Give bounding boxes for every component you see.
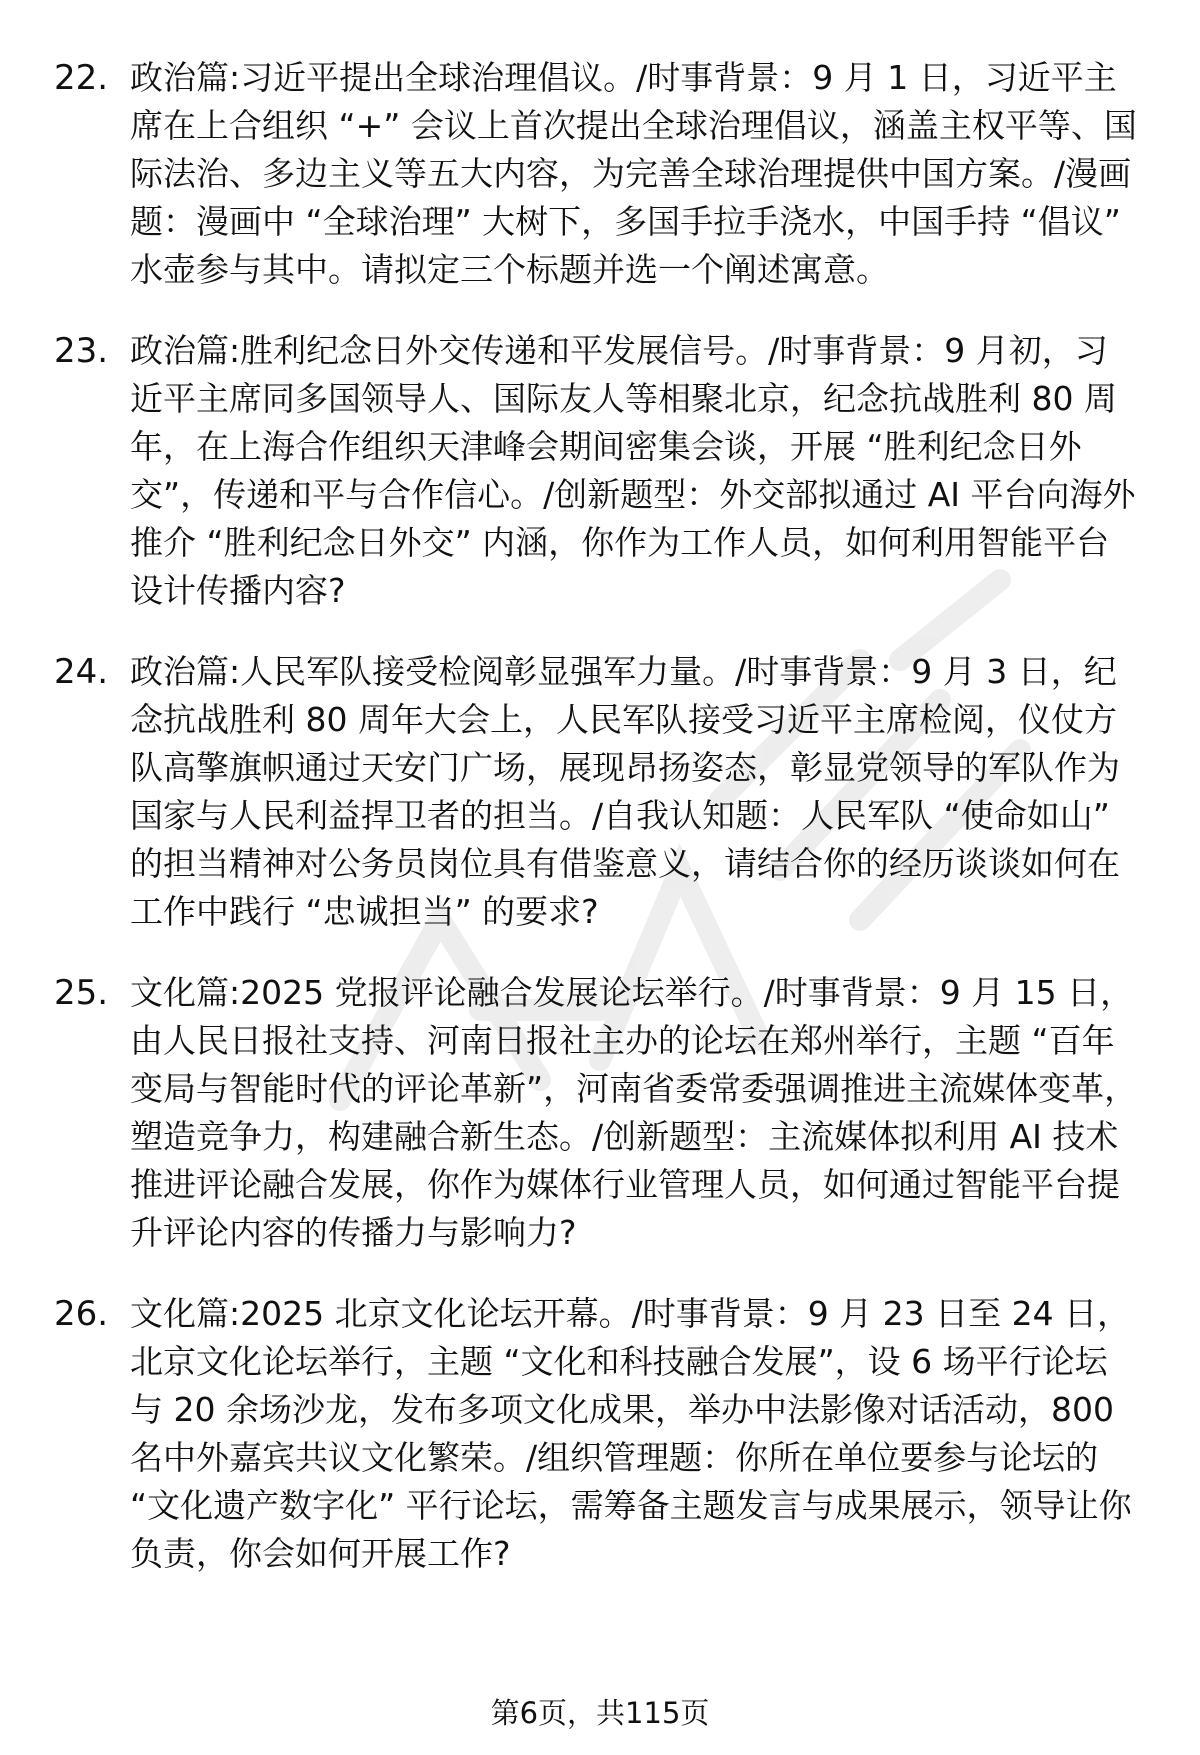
item-number: 22. (54, 58, 109, 98)
list-item (0, 327, 1200, 615)
item-number: 26. (54, 1294, 109, 1334)
item-text: 政治篇:胜利纪念日外交传递和平发展信号。/时事背景：9 月初，习近平主席同多国领导人、国际友人等相聚北京，纪念抗战胜利 80 周年，在上海合作组织天津峰会期间密集会谈，开展 “胜利纪念日外交”，传递和平与合作信心。/创新题型：外交部拟通过 AI 平台向海外推介 “胜利纪念日外交” 内涵，你作为工作人员，如何利用智能平台设计传播内容? (130, 331, 1136, 610)
list-item (0, 54, 1200, 294)
item-text: 政治篇:习近平提出全球治理倡议。/时事背景：9 月 1 日，习近平主席在上合组织 “+” 会议上首次提出全球治理倡议，涵盖主权平等、国际法治、多边主义等五大内容，为完善全球治理提供中国方案。/漫画题：漫画中 “全球治理” 大树下，多国手拉手浇水，中国手持 “倡议” 水壶参与其中。请拟定三个标题并选一个阐述寓意。 (130, 58, 1137, 289)
page-footer: 第6页，共115页 (490, 1696, 710, 1730)
item-number: 25. (54, 973, 109, 1013)
item-number: 24. (54, 652, 109, 692)
item-text: 政治篇:人民军队接受检阅彰显强军力量。/时事背景：9 月 3 日，纪念抗战胜利 80 周年大会上，人民军队接受习近平主席检阅，仪仗方队高擎旗帜通过天安门广场，展现昂扬姿态，彰显党领导的军队作为国家与人民利益捍卫者的担当。/自我认知题：人民军队 “使命如山” 的担当精神对公务员岗位具有借鉴意义，请结合你的经历谈谈如何在工作中践行 “忠诚担当” 的要求? (130, 652, 1120, 931)
question-list (0, 54, 1200, 1611)
item-text: 文化篇:2025 党报评论融合发展论坛举行。/时事背景：9 月 15 日，由人民日报社支持、河南日报社主办的论坛在郑州举行，主题 “百年变局与智能时代的评论革新”，河南省委常委强调推进主流媒体变革，塑造竞争力，构建融合新生态。/创新题型：主流媒体拟利用 AI 技术推进评论融合发展，你作为媒体行业管理人员，如何通过智能平台提升评论内容的传播力与影响力? (130, 973, 1138, 1252)
list-item (0, 969, 1200, 1257)
list-item (0, 648, 1200, 936)
item-number: 23. (54, 331, 109, 371)
item-text: 文化篇:2025 北京文化论坛开幕。/时事背景：9 月 23 日至 24 日，北京文化论坛举行，主题 “文化和科技融合发展”，设 6 场平行论坛与 20 余场沙龙，发布多项文化成果，举办中法影像对话活动，800 名中外嘉宾共议文化繁荣。/组织管理题：你所在单位要参与论坛的 “文化遗产数字化” 平行论坛，需筹备主题发言与成果展示，领导让你负责，你会如何开展工作? (130, 1294, 1132, 1573)
list-item (0, 1290, 1200, 1578)
